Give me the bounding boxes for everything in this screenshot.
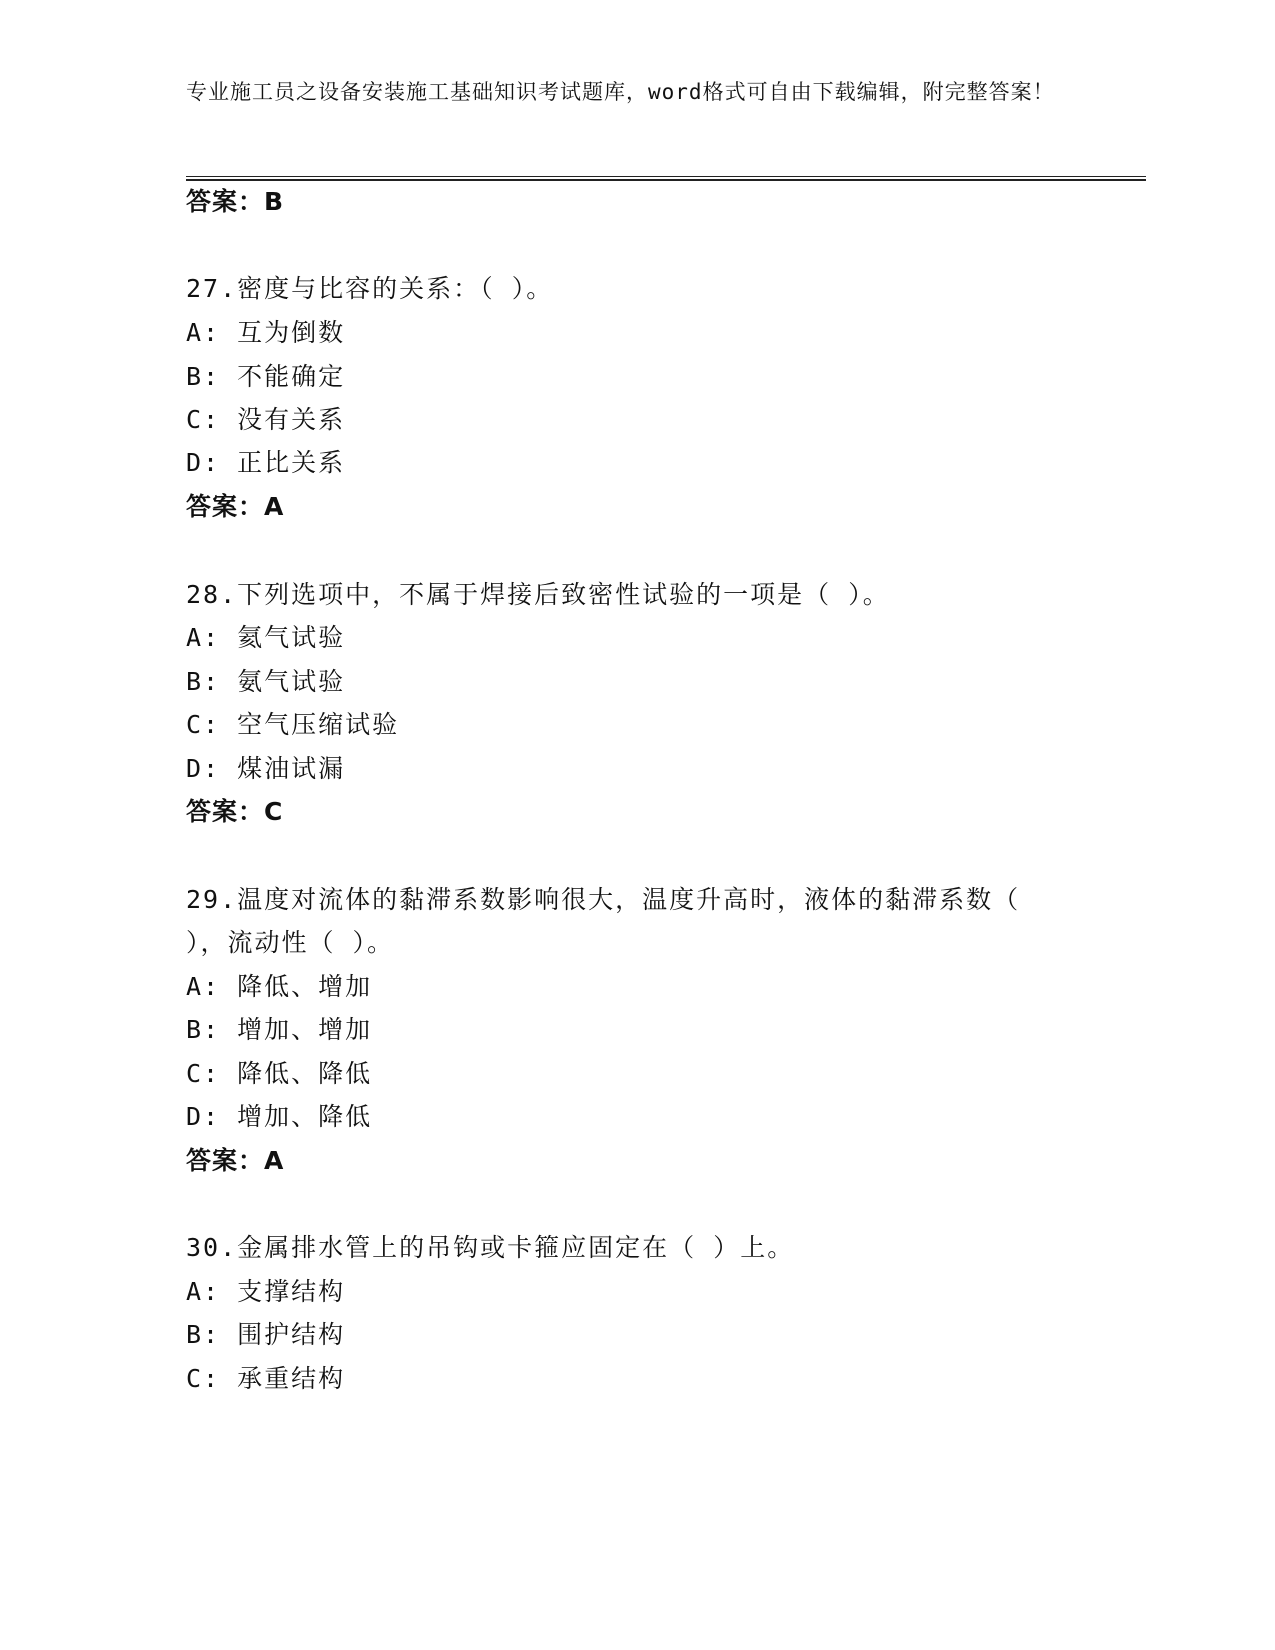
- question-title: 27.密度与比容的关系：（ ）。: [186, 274, 554, 303]
- answer-label: 答案：A: [186, 492, 285, 521]
- option-c: C: 降低、降低: [186, 1059, 373, 1088]
- option-b: B: 增加、增加: [186, 1015, 373, 1044]
- page-header-text: 专业施工员之设备安装施工基础知识考试题库，word格式可自由下载编辑，附完整答案！: [186, 80, 1055, 104]
- option-a: A: 氦气试验: [186, 623, 346, 652]
- option-a: A: 降低、增加: [186, 972, 373, 1001]
- option-b: B: 围护结构: [186, 1320, 346, 1349]
- option-c: C: 承重结构: [186, 1364, 346, 1393]
- option-c: C: 没有关系: [186, 405, 346, 434]
- option-b: B: 不能确定: [186, 362, 346, 391]
- question-title-line1: 29.温度对流体的黏滞系数影响很大，温度升高时，液体的黏滞系数（: [186, 885, 1021, 914]
- option-b: B: 氨气试验: [186, 667, 346, 696]
- answer-label: 答案：A: [186, 1146, 285, 1175]
- question-title: 28.下列选项中，不属于焊接后致密性试验的一项是（ ）。: [186, 580, 890, 609]
- document-page: [186, 0, 1146, 1650]
- option-d: D: 正比关系: [186, 448, 346, 477]
- question-title: 30.金属排水管上的吊钩或卡箍应固定在（ ）上。: [186, 1233, 795, 1262]
- answer-label: 答案：B: [186, 187, 285, 216]
- option-d: D: 煤油试漏: [186, 754, 346, 783]
- option-a: A: 互为倒数: [186, 318, 346, 347]
- option-d: D: 增加、降低: [186, 1102, 373, 1131]
- option-c: C: 空气压缩试验: [186, 710, 400, 739]
- answer-label: 答案：C: [186, 797, 284, 826]
- option-a: A: 支撑结构: [186, 1277, 346, 1306]
- question-title-line2: ），流动性（ ）。: [186, 928, 395, 957]
